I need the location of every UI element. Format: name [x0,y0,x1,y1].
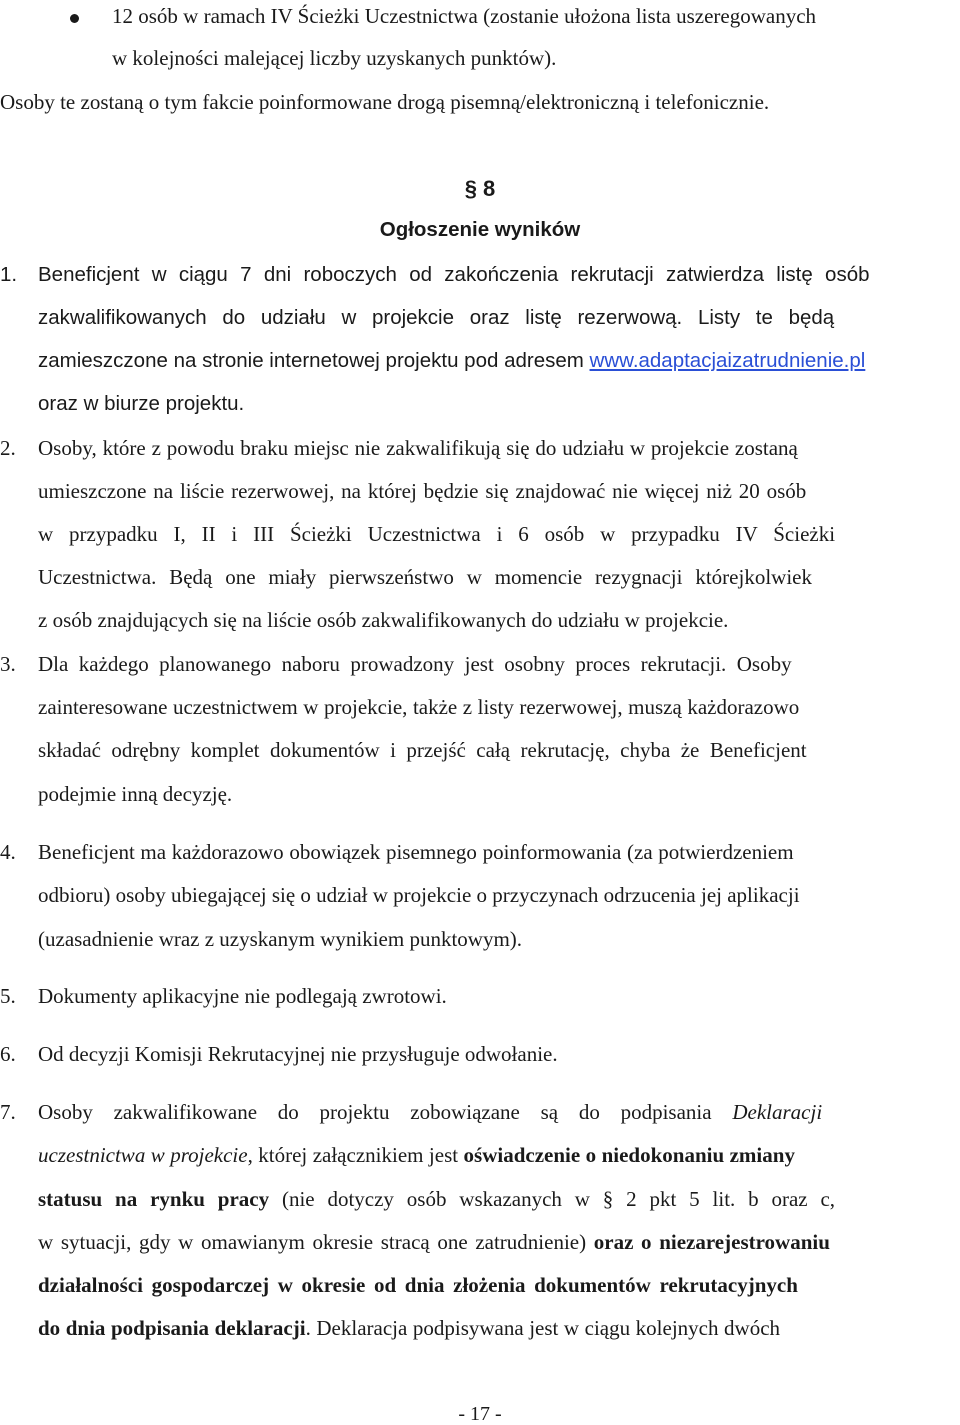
p1-line-2 [38,308,954,329]
p3-line-3: składać odrębny komplet dokumentów i przejść całą rekrutację, chyba że Beneficjent [38,738,807,762]
p7-line-1-italic: Deklaracji [732,1100,823,1124]
p3-line-4: podejmie inną decyzję. [38,782,233,806]
p4-number: 4. [0,840,16,864]
p4-line-2: odbioru) osoby ubiegającej się o udział w projekcie o przyczynach odrzucenia jej aplikacji [38,883,800,907]
p5-text: Dokumenty aplikacyjne nie podlegają zwrotowi. [38,984,447,1008]
bullet-line-1: 12 osób w ramach IV Ścieżki Uczestnictwa (zostanie ułożona lista uszeregowanych [112,4,817,28]
p2-number: 2. [0,436,16,460]
p7-line-1 [38,1102,822,1123]
p2-line-2: umieszczone na liście rezerwowej, na której będzie się znajdować nie więcej niż 20 osób [38,479,807,503]
p7-line-3-bold: statusu na rynku pracy [38,1187,270,1211]
bullet-icon [70,14,79,23]
p1-line-3 [38,351,865,372]
p1-line-2-text: zakwalifikowanych do udziału w projekcie oraz listę rezerwową. Listy te będą [38,306,835,329]
p7-line-3 [38,1189,835,1210]
p7-line-2 [38,1145,795,1166]
p1-line-3-text: zamieszczone na stronie internetowej projektu pod adresem [38,349,590,372]
p3-line-2: zainteresowane uczestnictwem w projekcie, także z listy rezerwowej, muszą każdorazowo [38,695,800,719]
p1-number: 1. [0,263,18,286]
p7-line-4-text: w sytuacji, gdy w omawianym okresie stracą one zatrudnienie) [38,1230,594,1254]
p7-line-6-text: . Deklaracja podpisywana jest w ciągu kolejnych dwóch [305,1316,781,1340]
p7-line-2-text: , której załącznikiem jest [247,1143,464,1167]
p3-number: 3. [0,652,16,676]
p1-line-1 [38,265,954,286]
p6-text: Od decyzji Komisji Rekrutacyjnej nie przysługuje odwołanie. [38,1042,558,1066]
page-number: - 17 - [458,1403,502,1425]
p3-line-1: Dla każdego planowanego naboru prowadzony jest osobny proces rekrutacji. Osoby [38,652,792,676]
p7-line-2-italic: uczestnictwa w projekcie [38,1143,248,1167]
p7-line-6-bold: do dnia podpisania deklaracji [38,1316,306,1340]
p5-number: 5. [0,984,16,1008]
p2-line-3: w przypadku I, II i III Ścieżki Uczestnictwa i 6 osób w przypadku IV Ścieżki [38,522,836,546]
bullet-line-2: w kolejności malejącej liczby uzyskanych punktów). [112,46,557,70]
notice-text: Osoby te zostaną o tym fakcie poinformowane drogą pisemną/elektroniczną i telefonicznie. [0,90,770,114]
p2-line-4: Uczestnictwa. Będą one miały pierwszeństwo w momencie rezygnacji którejkolwiek [38,565,812,589]
p1-line-1-text: Beneficjent w ciągu 7 dni roboczych od zakończenia rekrutacji zatwierdza listę osób [38,263,870,286]
p4-line-1: Beneficjent ma każdorazowo obowiązek pisemnego poinformowania (za potwierdzeniem [38,840,794,864]
p4-line-3: (uzasadnienie wraz z uzyskanym wynikiem punktowym). [38,927,523,951]
p6-number: 6. [0,1042,16,1066]
p7-line-2-bold: oświadczenie o niedokonaniu zmiany [463,1143,795,1167]
p7-line-4 [38,1232,830,1253]
p7-number: 7. [0,1100,16,1124]
p2-line-1: Osoby, które z powodu braku miejsc nie zakwalifikują się do udziału w projekcie zostaną [38,436,798,460]
p7-line-4-bold: oraz o niezarejestrowaniu [593,1230,830,1254]
p7-line-1-text: Osoby zakwalifikowane do projektu zobowiązane są do podpisania [38,1100,712,1124]
p7-line-6 [38,1318,780,1339]
p2-line-5: z osób znajdujących się na liście osób zakwalifikowanych do udziału w projekcie. [38,608,729,632]
section-title: Ogłoszenie wyników [379,218,581,241]
p1-line-4: oraz w biurze projektu. [38,392,245,415]
p7-line-5: działalności gospodarczej w okresie od dnia złożenia dokumentów rekrutacyjnych [38,1273,798,1297]
section-number: § 8 [464,176,496,201]
p7-line-3-text: (nie dotyczy osób wskazanych w § 2 pkt 5 lit. b oraz c, [269,1187,836,1211]
website-link[interactable]: www.adaptacjaizatrudnienie.pl [589,349,866,372]
